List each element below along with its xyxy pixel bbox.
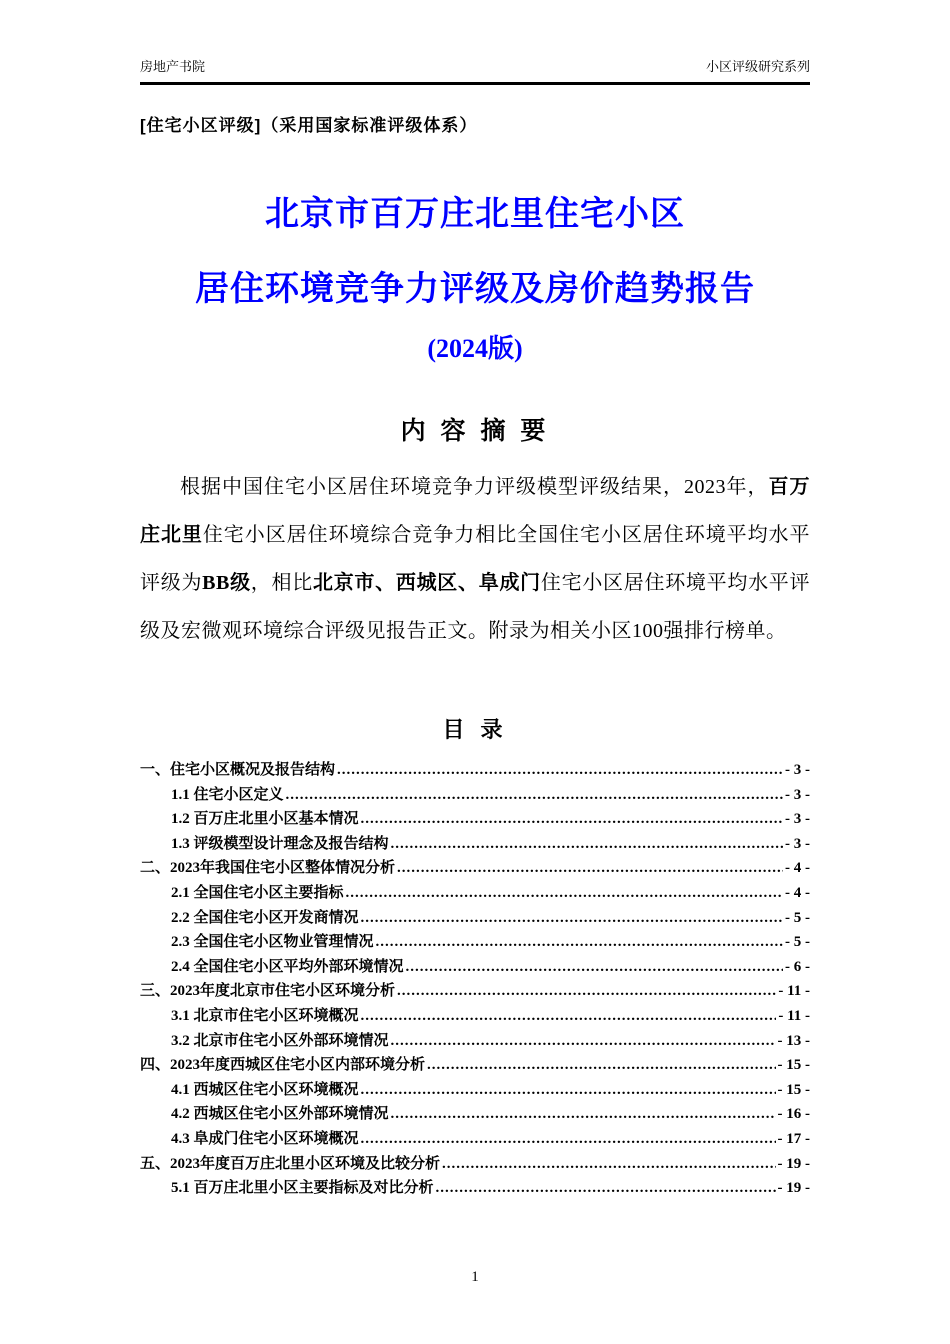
toc-entry-page: - 15 -	[777, 1081, 810, 1098]
toc-dot-leader	[337, 758, 783, 783]
toc-entry-page: - 5 -	[785, 934, 810, 951]
toc-entry	[140, 1053, 810, 1078]
toc-dot-leader	[436, 1176, 776, 1201]
toc-dot-leader	[376, 930, 783, 955]
toc-entry	[140, 1004, 810, 1029]
toc-entry	[140, 1029, 810, 1054]
toc-heading: 目 录	[442, 717, 508, 742]
abstract-paragraph	[140, 463, 810, 655]
abstract-segment: 根据中国住宅小区居住环境竞争力评级模型评级结果，2023年，	[180, 476, 769, 498]
report-title-line1: 北京市百万庄北里住宅小区	[265, 196, 685, 233]
toc-entry	[140, 783, 810, 808]
toc-entry	[140, 881, 810, 906]
report-edition: (2024版)	[427, 334, 523, 363]
toc-entry-label: 三、2023年度北京市住宅小区环境分析	[140, 983, 396, 1000]
toc-entry-label: 3.1 北京市住宅小区环境概况	[171, 1007, 359, 1024]
abstract-segment: ，相比	[250, 572, 313, 594]
toc-entry-page: - 19 -	[777, 1155, 810, 1172]
toc-dot-leader	[397, 856, 783, 881]
toc-dot-leader	[406, 955, 783, 980]
toc-dot-leader	[442, 1152, 775, 1177]
toc-entry-page: - 3 -	[785, 786, 810, 803]
toc-entry-label: 2.1 全国住宅小区主要指标	[171, 884, 344, 901]
toc-entry-page: - 17 -	[777, 1130, 810, 1147]
toc-entry-label: 1.2 百万庄北里小区基本情况	[171, 811, 359, 828]
toc-dot-leader	[391, 1102, 776, 1127]
abstract-segment: 住宅小区居住环境平均水平评级及宏微观环境综合评级见报告正文。附录为相关小区100强排行榜单。	[140, 572, 811, 642]
report-title-line2: 居住环境竞争力评级及房价趋势报告	[195, 271, 755, 308]
toc-entry-page: - 4 -	[785, 884, 810, 901]
toc-entry	[140, 807, 810, 832]
rating-system-tag: [住宅小区评级]（采用国家标准评级体系）	[140, 116, 478, 135]
toc-entry	[140, 930, 810, 955]
toc-entry-page: - 11 -	[778, 983, 810, 1000]
abstract-heading: 内 容 摘 要	[400, 417, 550, 445]
page-header	[140, 56, 810, 75]
toc-entry-page: - 4 -	[785, 860, 810, 877]
abstract-segment: 百万庄北里	[140, 476, 810, 546]
toc-entry	[140, 856, 810, 881]
toc-dot-leader	[346, 881, 783, 906]
abstract-segment: BB级	[202, 572, 251, 594]
toc-entry-label: 5.1 百万庄北里小区主要指标及对比分析	[171, 1180, 434, 1197]
toc-entry-page: - 16 -	[777, 1106, 810, 1123]
toc-dot-leader	[397, 979, 776, 1004]
toc-entry	[140, 1102, 810, 1127]
table-of-contents	[140, 758, 810, 1201]
toc-entry-label: 1.1 住宅小区定义	[171, 786, 284, 803]
toc-entry-label: 2.4 全国住宅小区平均外部环境情况	[171, 958, 404, 975]
abstract-segment: 住宅小区居住环境综合竞争力相比全国住宅小区居住环境平均水平评级为	[140, 524, 811, 594]
header-right-text: 小区评级研究系列	[705, 59, 810, 74]
toc-entry-page: - 3 -	[785, 762, 810, 778]
toc-entry	[140, 1127, 810, 1152]
page-number: 1	[471, 1269, 479, 1285]
toc-entry-label: 五、2023年度百万庄北里小区环境及比较分析	[140, 1155, 441, 1172]
toc-entry-page: - 15 -	[777, 1057, 810, 1074]
toc-dot-leader	[361, 1004, 777, 1029]
toc-entry-page: - 3 -	[785, 835, 810, 852]
toc-entry-page: - 11 -	[778, 1007, 810, 1024]
toc-entry-label: 一、住宅小区概况及报告结构	[140, 762, 336, 778]
header-rule	[140, 82, 810, 85]
toc-entry-label: 2.3 全国住宅小区物业管理情况	[171, 934, 374, 951]
toc-entry-page: - 6 -	[785, 958, 810, 975]
toc-entry-page: - 5 -	[785, 909, 810, 926]
toc-entry	[140, 758, 810, 783]
toc-entry-label: 4.2 西城区住宅小区外部环境情况	[171, 1106, 389, 1123]
toc-entry-label: 四、2023年度西城区住宅小区内部环境分析	[140, 1057, 426, 1074]
toc-dot-leader	[427, 1053, 775, 1078]
toc-entry-label: 1.3 评级模型设计理念及报告结构	[171, 835, 389, 852]
toc-entry-label: 4.3 阜成门住宅小区环境概况	[171, 1130, 359, 1147]
toc-entry-label: 二、2023年我国住宅小区整体情况分析	[140, 860, 396, 877]
toc-entry	[140, 1176, 810, 1201]
toc-entry	[140, 955, 810, 980]
toc-entry	[140, 906, 810, 931]
page-footer	[0, 1269, 950, 1286]
toc-dot-leader	[361, 1078, 776, 1103]
header-left-text: 房地产书院	[140, 59, 206, 74]
abstract-segment: 北京市、西城区、阜成门	[312, 572, 541, 594]
toc-entry	[140, 1078, 810, 1103]
toc-entry-label: 3.2 北京市住宅小区外部环境情况	[171, 1032, 389, 1049]
toc-entry-label: 2.2 全国住宅小区开发商情况	[171, 909, 359, 926]
toc-entry	[140, 979, 810, 1004]
toc-entry-page: - 3 -	[785, 811, 810, 828]
toc-entry	[140, 832, 810, 857]
toc-entry-label: 4.1 西城区住宅小区环境概况	[171, 1081, 359, 1098]
toc-dot-leader	[361, 1127, 776, 1152]
toc-dot-leader	[391, 1029, 776, 1054]
toc-dot-leader	[361, 807, 783, 832]
toc-entry	[140, 1152, 810, 1177]
toc-entry-page: - 13 -	[777, 1032, 810, 1049]
toc-dot-leader	[391, 832, 783, 857]
toc-dot-leader	[286, 783, 783, 808]
toc-entry-page: - 19 -	[777, 1180, 810, 1197]
toc-dot-leader	[361, 906, 783, 931]
